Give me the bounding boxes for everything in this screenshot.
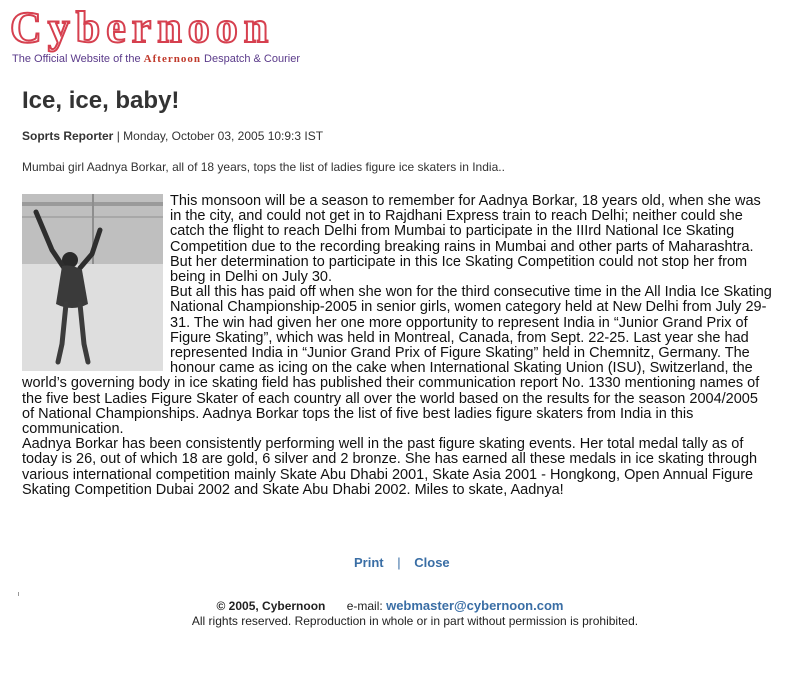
tagline-paper-name: Afternoon <box>143 53 201 65</box>
divider-mark <box>18 592 19 596</box>
byline-separator: | <box>116 129 120 143</box>
article-summary: Mumbai girl Aadnya Borkar, all of 18 years, tops the list of ladies figure ice skaters in India.. <box>22 160 505 174</box>
article-actions <box>354 555 450 570</box>
reporter-name: Soprts Reporter <box>22 129 114 143</box>
article-byline <box>22 129 323 143</box>
article-paragraph: Aadnya Borkar has been consistently performing well in the past figure skating events. Her total medal tally as of today is 26, out of which 18 are gold, 6 silver and 2 bronze. She has earned all these medals in ice skating through various international competition mainly Skate Abu Dhabi 2001, Skate Asia 2001 - Hongkong, Open Annual Figure Skating Competition Dubai 2002 and Skate Abu Dhabi 2002. Miles to skate, Aadnya! <box>22 436 758 498</box>
rights-text: All rights reserved. Reproduction in whole or in part without permission is prohibited. <box>191 614 639 628</box>
email-link[interactable]: webmaster@cybernoon.com <box>386 598 564 613</box>
site-tagline <box>12 53 300 65</box>
skater-photo-icon <box>22 194 163 371</box>
article-date: Monday, October 03, 2005 10:9:3 IST <box>123 129 324 143</box>
tagline-prefix: The Official Website of the <box>12 53 141 65</box>
email-label: e-mail: <box>346 599 383 613</box>
copyright-text: © 2005, Cybernoon <box>216 599 326 613</box>
tagline-suffix: Despatch & Courier <box>204 53 301 65</box>
article-body <box>22 194 774 498</box>
article-title: Ice, ice, baby! <box>22 87 180 114</box>
article-paragraph: But all this has paid off when she won for the third consecutive time in the All India Ice Skating National Championship-2005 in senior girls, women category held at New Delhi from July 29-31. The win had given her one more opportunity to represent India in “Junior Grand Prix of Figure Skating”, which was held in Montreal, Canada, from Sept. 22-25. Last year she had represented India in “Junior Grand Prix of Figure Skating” held in Chemnitz, Germany. The honour came as icing on the cake when International Skating Union (ISU), Switzerland, the world’s governing body in ice skating field has published their communication report No. 1330 mentioning names of the five best Ladies Figure Skater of each country all over the world based on the results for the season 2004/2005 of National Championships. Aadnya Borkar tops the list of five best ladies figure skaters from India in this communication. <box>22 284 772 438</box>
article-paragraph: This monsoon will be a season to remember for Aadnya Borkar, 18 years old, when she was in the city, and could not get in to Rajdhani Express train to reach Delhi; neither could she catch the flight to reach Delhi from Mumbai to participate in the IIIrd National Ice Skating Competition due to the recording breaking rains in Mumbai and other parts of Maharashtra. But her determination to participate in this Ice Skating Competition could not stop her from being in Delhi on July 30. <box>170 193 761 286</box>
site-logo[interactable]: Cybernoon <box>10 3 275 52</box>
skater-photo <box>22 194 163 371</box>
page-footer <box>0 598 800 628</box>
print-link[interactable]: Print <box>354 555 384 570</box>
close-link[interactable]: Close <box>414 555 450 570</box>
action-separator: | <box>397 555 401 570</box>
